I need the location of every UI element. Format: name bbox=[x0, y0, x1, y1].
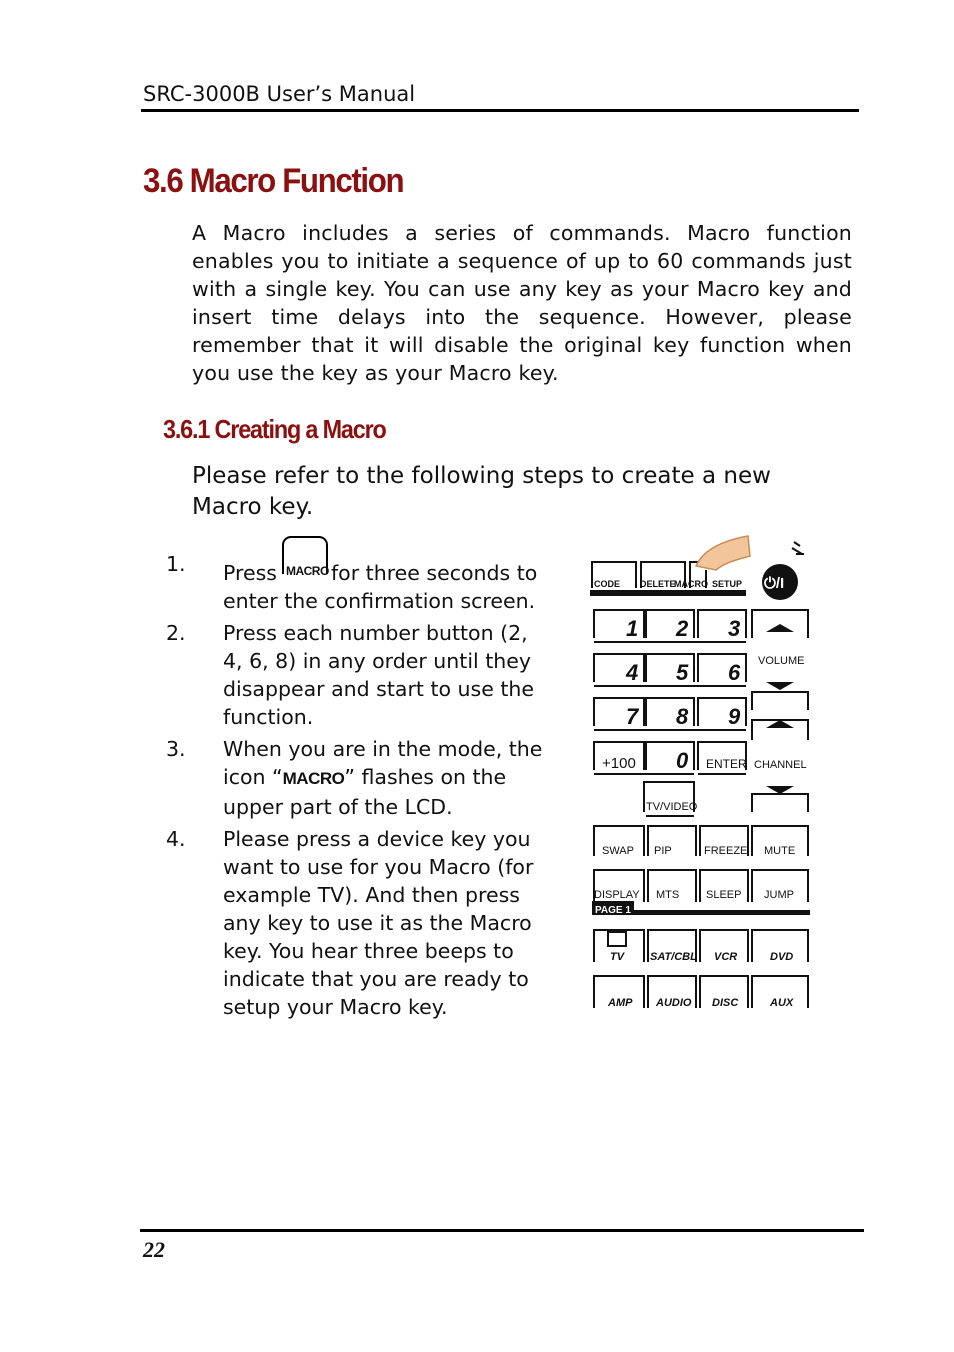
svg-text:AMP: AMP bbox=[608, 997, 633, 1009]
svg-text:JUMP: JUMP bbox=[764, 889, 794, 901]
list-item bbox=[166, 735, 556, 821]
page-number: 22 bbox=[143, 1237, 165, 1262]
step-text: When you are in the mode, the icon “MACRO” flashes on the upper part of the LCD. bbox=[223, 737, 543, 819]
step-text: Press each number button (2, 4, 6, 8) in any order until they disappear and start to use the function. bbox=[223, 621, 534, 729]
svg-text:MUTE: MUTE bbox=[764, 845, 796, 857]
svg-text:5: 5 bbox=[676, 660, 689, 685]
svg-text:SAT/CBL: SAT/CBL bbox=[650, 951, 697, 963]
remote-keypad-illustration bbox=[586, 530, 816, 1015]
svg-text:9: 9 bbox=[728, 704, 741, 729]
svg-text:SETUP: SETUP bbox=[712, 579, 743, 589]
step-text: Press MACRO for three seconds to enter the confirmation screen. bbox=[223, 550, 553, 615]
footer-rule bbox=[140, 1229, 864, 1232]
step-text: Please press a device key you want to use for you Macro (for example TV). And then press any key to use it as the Macro key. You hear three beeps to indicate that you are ready to setup your Macro key. bbox=[223, 827, 534, 1019]
list-item bbox=[166, 825, 556, 1021]
step-number: 3. bbox=[166, 737, 186, 761]
svg-text:FREEZE: FREEZE bbox=[704, 845, 748, 857]
lead-paragraph: Please refer to the following steps to create a new Macro key. bbox=[192, 463, 771, 520]
svg-text:ENTER: ENTER bbox=[706, 757, 747, 771]
svg-text:PIP: PIP bbox=[654, 845, 672, 857]
list-item bbox=[166, 619, 556, 731]
subsection-title: 3.6.1 Creating a Macro bbox=[163, 414, 386, 444]
svg-text:DISPLAY: DISPLAY bbox=[594, 889, 640, 901]
intro-paragraph: A Macro includes a series of commands. Macro function enables you to initiate a sequence of up to 60 commands just with a single key. You can use any key as your Macro key and insert time delays into the sequence. However, please remember that it will disable the original key function when you use the key as your Macro key. bbox=[192, 221, 852, 385]
svg-text:VCR: VCR bbox=[714, 951, 738, 963]
step-number: 4. bbox=[166, 827, 186, 851]
svg-text:4: 4 bbox=[626, 660, 639, 685]
svg-text:2: 2 bbox=[676, 616, 689, 641]
svg-text:⏻/I: ⏻/I bbox=[764, 575, 785, 592]
svg-text:SLEEP: SLEEP bbox=[706, 889, 742, 901]
svg-text:AUX: AUX bbox=[770, 997, 794, 1009]
svg-text:6: 6 bbox=[728, 660, 741, 685]
step-number: 2. bbox=[166, 621, 186, 645]
svg-text:MACRO: MACRO bbox=[674, 579, 708, 589]
svg-text:3: 3 bbox=[728, 616, 741, 641]
svg-text:8: 8 bbox=[676, 704, 689, 729]
svg-text:PAGE 1: PAGE 1 bbox=[595, 905, 631, 916]
svg-text:MTS: MTS bbox=[656, 889, 680, 901]
macro-key-icon: MACRO bbox=[280, 550, 328, 586]
svg-text:+100: +100 bbox=[602, 755, 636, 772]
svg-text:CHANNEL: CHANNEL bbox=[754, 759, 807, 771]
svg-text:0: 0 bbox=[676, 748, 689, 773]
svg-text:DVD: DVD bbox=[770, 951, 794, 963]
macro-lcd-icon: MACRO bbox=[282, 769, 345, 788]
section-title: 3.6 Macro Function bbox=[143, 162, 404, 200]
list-item bbox=[166, 550, 556, 615]
svg-text:1: 1 bbox=[626, 616, 639, 641]
svg-text:TV: TV bbox=[610, 951, 625, 963]
svg-text:VOLUME: VOLUME bbox=[758, 655, 805, 667]
step-number: 1. bbox=[166, 552, 186, 576]
svg-text:DISC: DISC bbox=[712, 997, 739, 1009]
svg-text:7: 7 bbox=[626, 704, 639, 729]
svg-text:SWAP: SWAP bbox=[602, 845, 634, 857]
svg-text:AUDIO: AUDIO bbox=[656, 997, 692, 1009]
svg-text:CODE: CODE bbox=[594, 579, 621, 589]
svg-text:DELETE: DELETE bbox=[640, 579, 676, 589]
header-rule bbox=[141, 109, 859, 112]
steps-list bbox=[166, 550, 556, 1025]
svg-text:TV/VIDEO: TV/VIDEO bbox=[646, 801, 698, 813]
running-header: SRC-3000B User’s Manual bbox=[143, 82, 416, 106]
